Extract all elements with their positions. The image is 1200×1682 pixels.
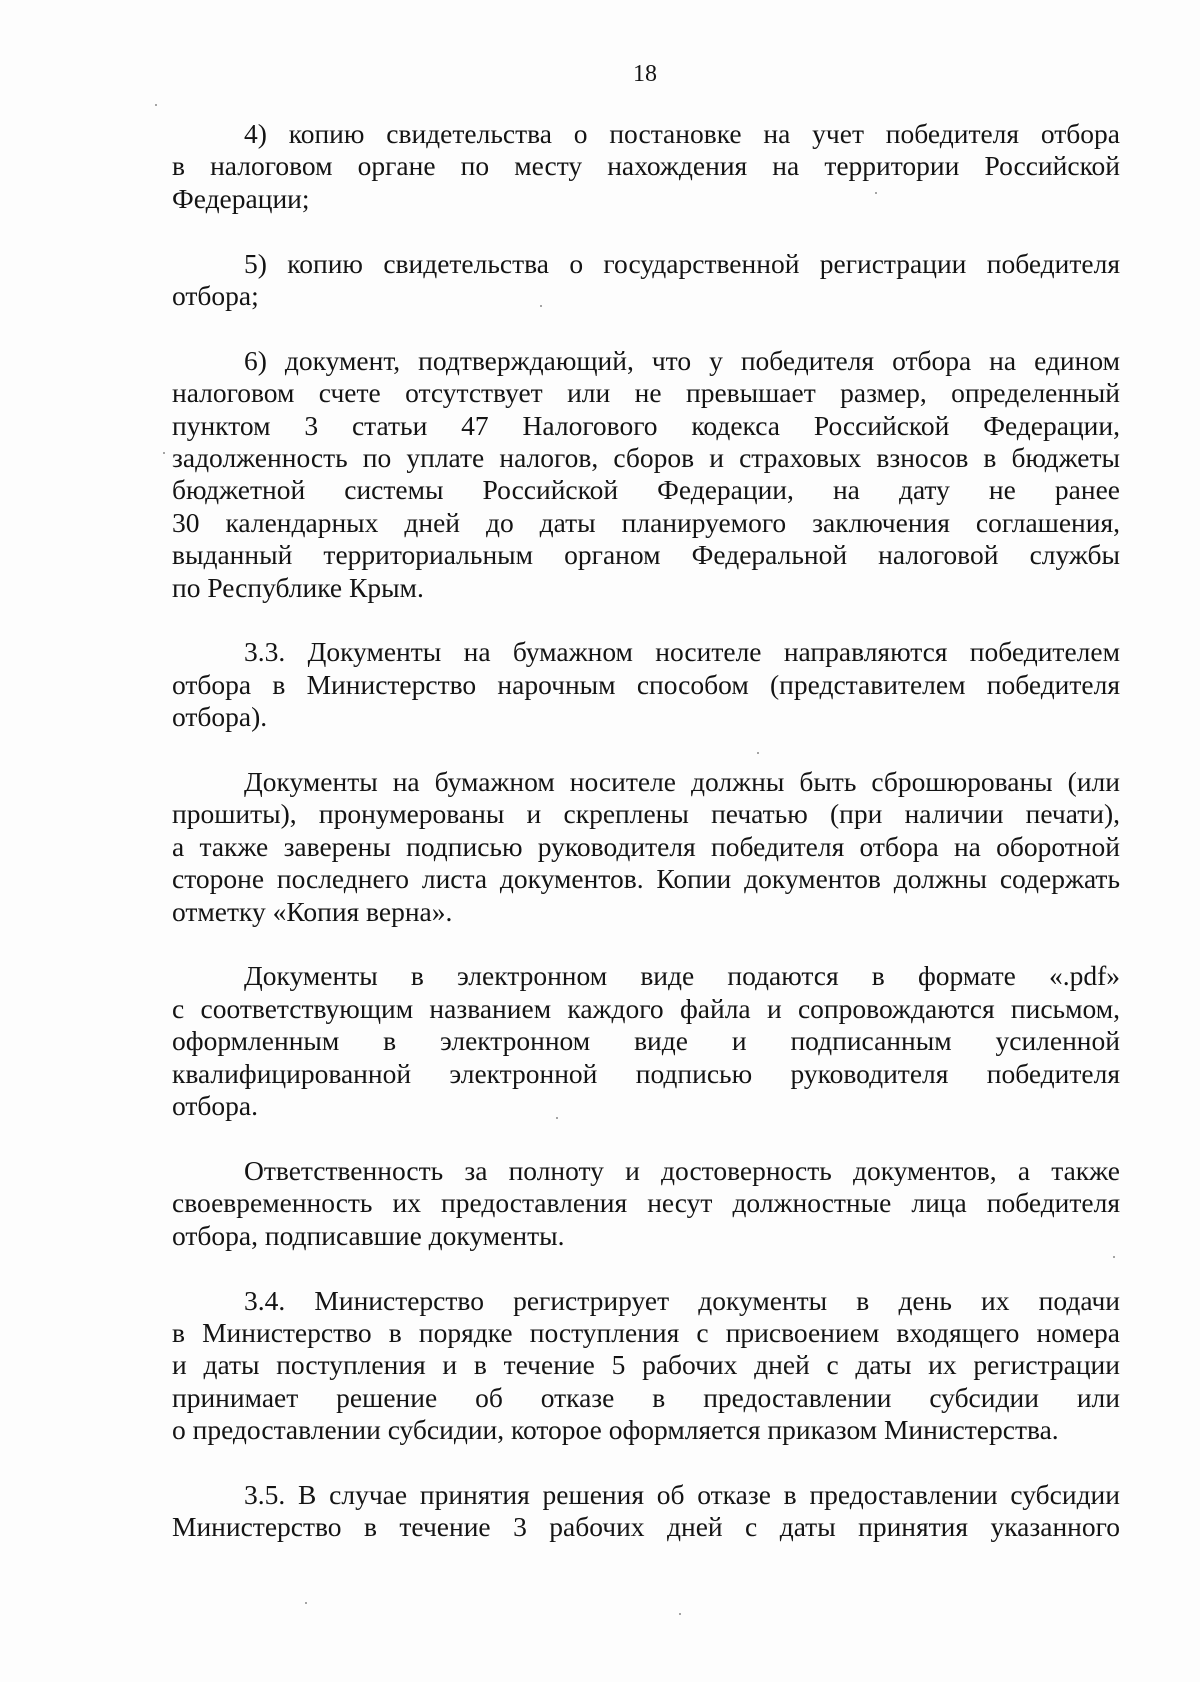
text-line: налоговом счете отсутствует или не превышает размер, определенный	[172, 377, 1120, 409]
text-line: о предоставлении субсидии, которое оформляется приказом Министерства.	[172, 1414, 1059, 1446]
text-line: Ответственность за полноту и достоверность документов, а также	[244, 1154, 1120, 1186]
text-line: бюджетной системы Российской Федерации, на дату не ранее	[172, 474, 1120, 506]
text-line: Документы на бумажном носителе должны быть сброшюрованы (или	[244, 766, 1120, 798]
text-line: 30 календарных дней до даты планируемого заключения соглашения,	[172, 506, 1120, 538]
scan-speck	[1113, 1256, 1115, 1258]
text-line: задолженность по уплате налогов, сборов и страховых взносов в бюджеты	[172, 442, 1120, 474]
paragraph	[172, 248, 1120, 313]
text-line: Министерство в течение 3 рабочих дней с даты принятия указанного	[172, 1511, 1120, 1543]
text-line: квалифицированной электронной подписью руководителя победителя	[172, 1057, 1120, 1089]
text-line: оформленным в электронном виде и подписанным усиленной	[172, 1025, 1120, 1057]
scan-speck	[556, 1117, 558, 1119]
scan-speck	[540, 305, 542, 307]
paragraph	[172, 1479, 1120, 1544]
text-line: выданный территориальным органом Федеральной налоговой службы	[172, 539, 1120, 571]
text-line: с соответствующим названием каждого файла и сопровождаются письмом,	[172, 992, 1120, 1024]
text-line: Документы в электронном виде подаются в формате «.pdf»	[244, 960, 1120, 992]
text-line: своевременность их предоставления несут должностные лица победителя	[172, 1187, 1120, 1219]
text-line: отбора).	[172, 701, 268, 733]
text-line: отбора;	[172, 280, 259, 312]
paragraph	[172, 1155, 1120, 1252]
text-line: стороне последнего листа документов. Копии документов должны содержать	[172, 863, 1120, 895]
text-line: и даты поступления и в течение 5 рабочих дней с даты их регистрации	[172, 1349, 1120, 1381]
text-line: а также заверены подписью руководителя победителя отбора на оборотной	[172, 830, 1120, 862]
text-line: прошиты), пронумерованы и скреплены печатью (при наличии печати),	[172, 798, 1120, 830]
text-line: пунктом 3 статьи 47 Налогового кодекса Российской Федерации,	[172, 409, 1120, 441]
text-line: отбора.	[172, 1090, 258, 1122]
scan-speck	[757, 752, 759, 754]
paragraph	[172, 345, 1120, 604]
text-line: отбора в Министерство нарочным способом (представителем победителя	[172, 668, 1120, 700]
text-line: 3.4. Министерство регистрирует документы в день их подачи	[244, 1284, 1120, 1316]
document-body	[172, 118, 1120, 1544]
scan-speck	[163, 452, 165, 454]
text-line: отметку «Копия верна».	[172, 895, 453, 927]
text-line: 3.3. Документы на бумажном носителе направляются победителем	[244, 636, 1120, 668]
text-line: в Министерство в порядке поступления с присвоением входящего номера	[172, 1316, 1120, 1348]
paragraph	[172, 1285, 1120, 1447]
paragraph	[172, 636, 1120, 733]
text-line: 5) копию свидетельства о государственной регистрации победителя	[244, 247, 1120, 279]
paragraph	[172, 118, 1120, 215]
text-line: в налоговом органе по месту нахождения на территории Российской	[172, 150, 1120, 182]
text-line: Федерации;	[172, 182, 310, 214]
scan-speck	[155, 104, 157, 106]
text-line: 6) документ, подтверждающий, что у победителя отбора на едином	[244, 344, 1120, 376]
text-line: принимает решение об отказе в предоставлении субсидии или	[172, 1381, 1120, 1413]
text-line: отбора, подписавшие документы.	[172, 1219, 565, 1251]
scan-speck	[679, 1613, 681, 1615]
text-line: по Республике Крым.	[172, 571, 424, 603]
paragraph	[172, 766, 1120, 928]
scan-speck	[875, 192, 877, 194]
page-number: 18	[633, 61, 657, 87]
scan-speck	[305, 1602, 307, 1604]
paragraph	[172, 960, 1120, 1122]
text-line: 4) копию свидетельства о постановке на учет победителя отбора	[244, 118, 1120, 149]
text-line: 3.5. В случае принятия решения об отказе в предоставлении субсидии	[244, 1478, 1120, 1510]
